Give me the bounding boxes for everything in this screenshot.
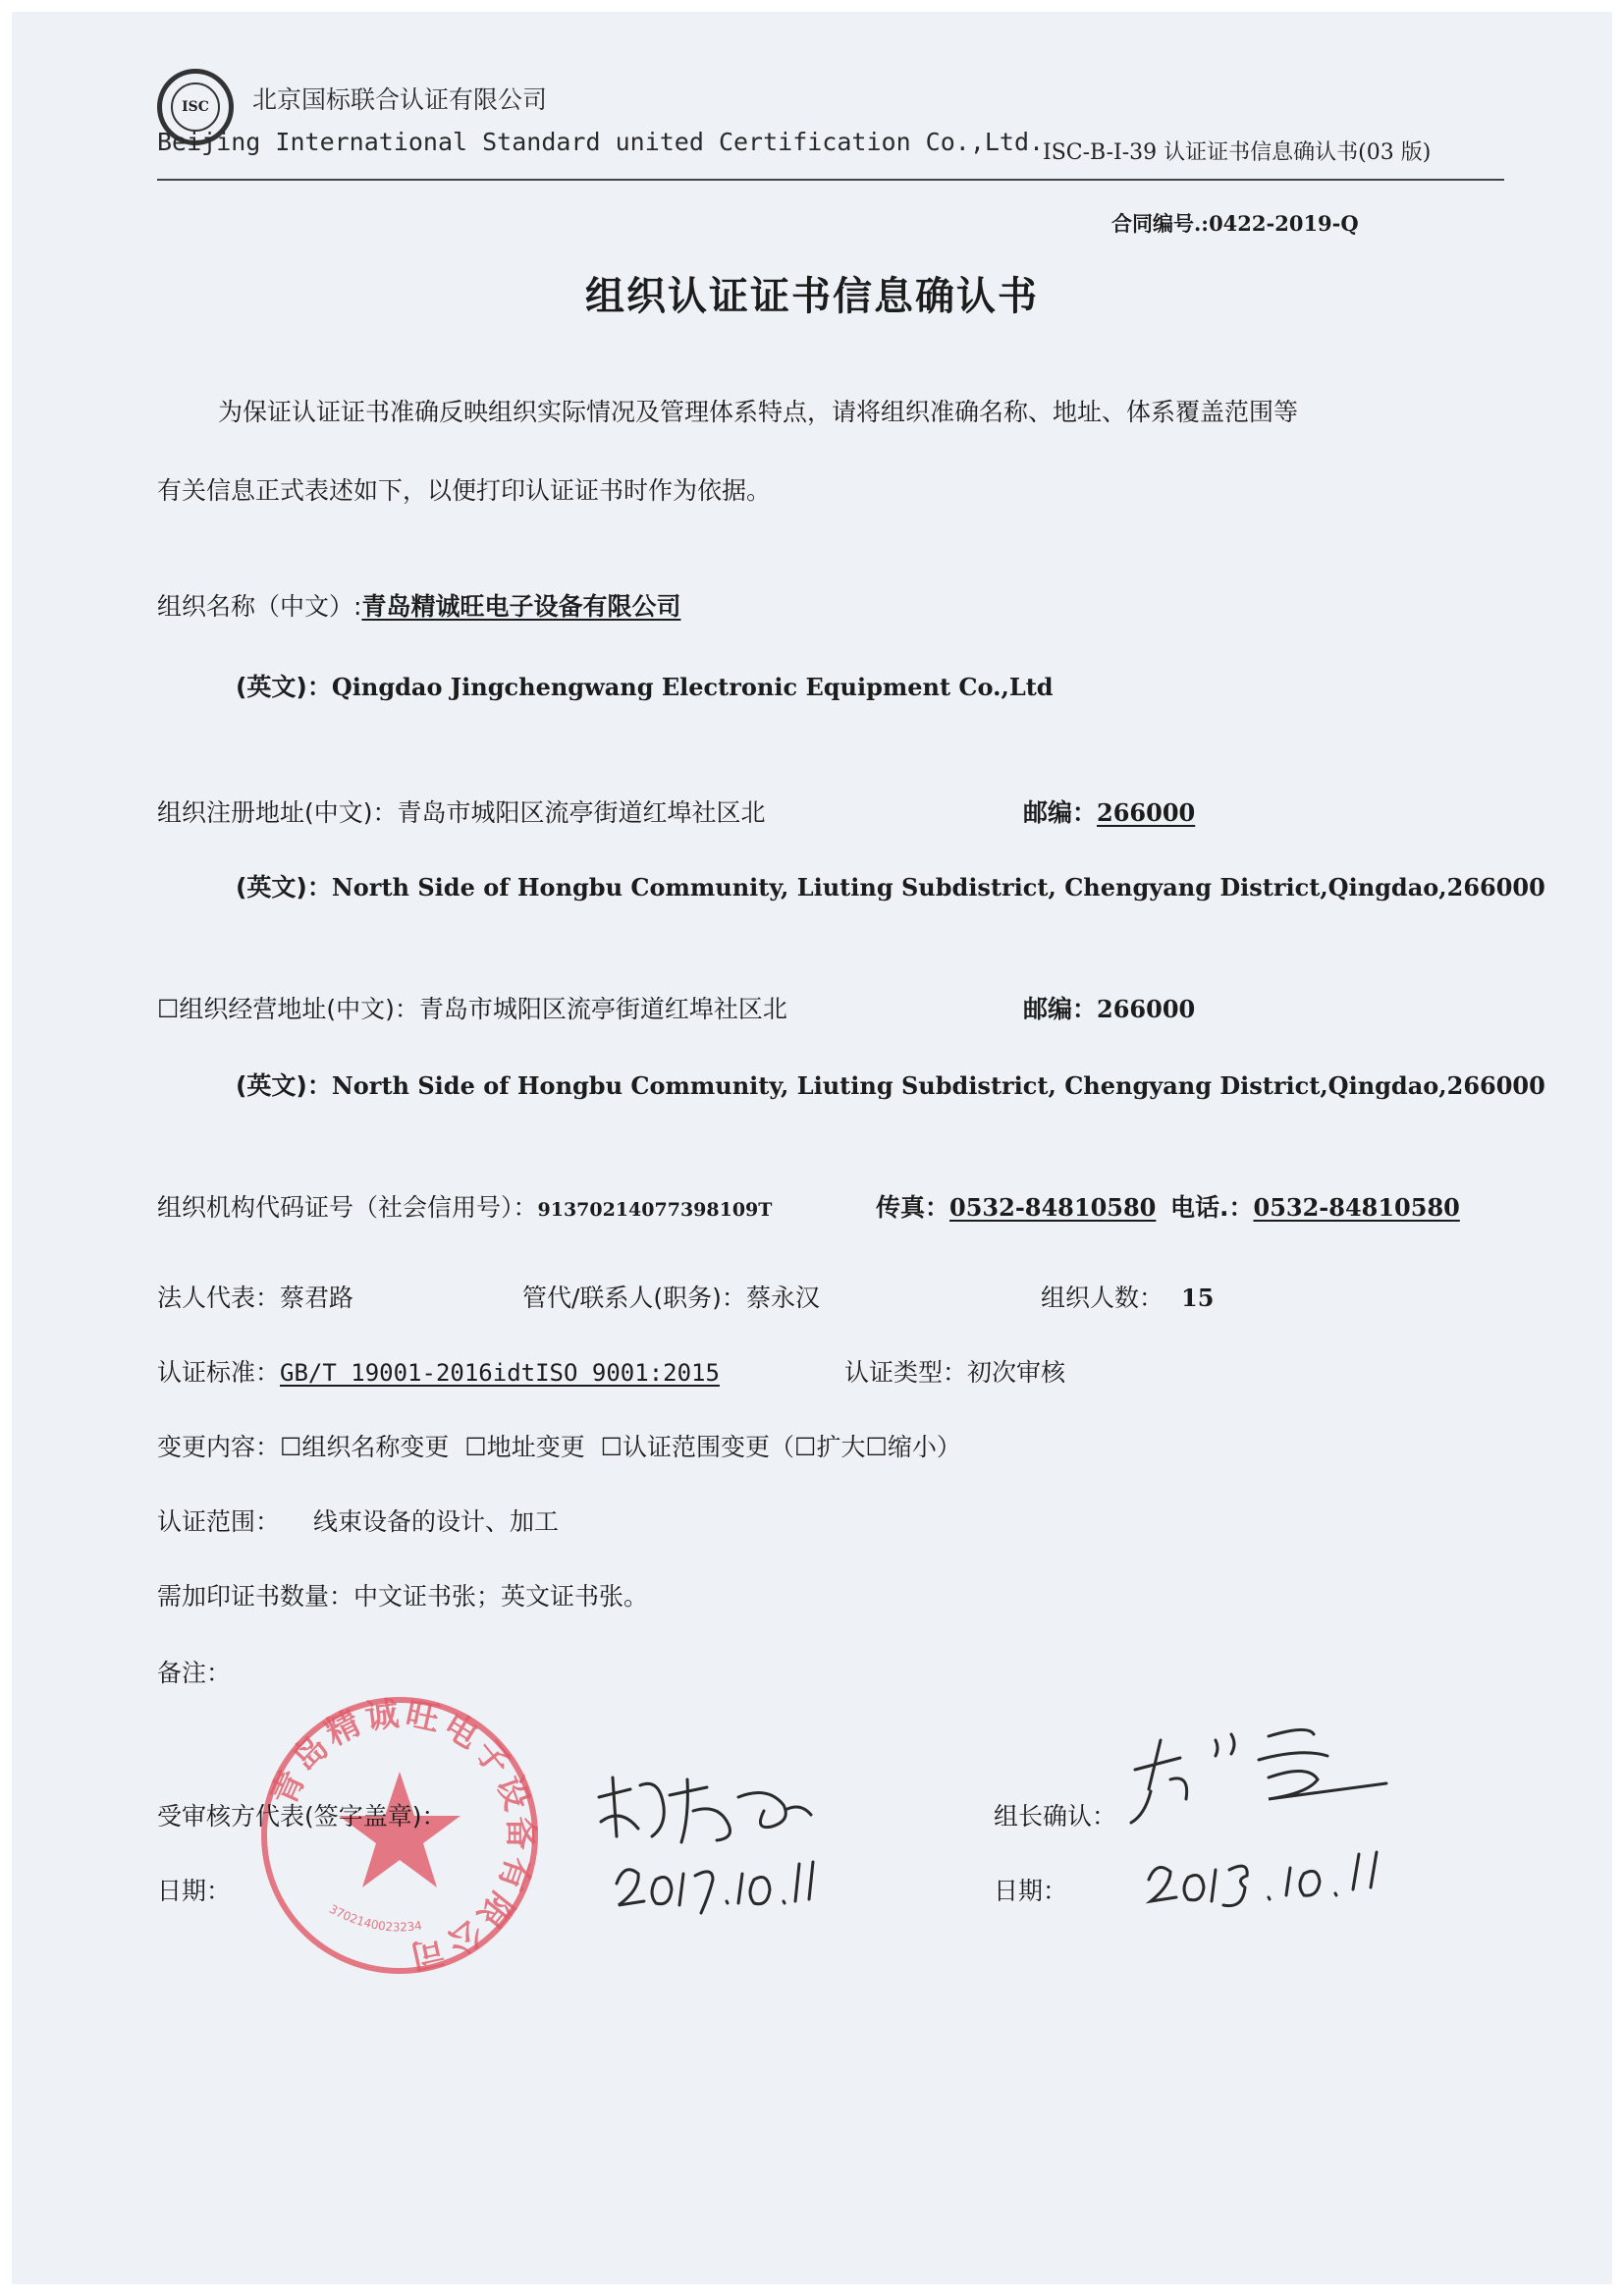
reg-postcode-value: 266000 bbox=[1097, 798, 1196, 827]
op-address-cn-value: 青岛市城阳区流亭街道红埠社区北 bbox=[418, 995, 787, 1023]
leader-date-handwritten bbox=[1141, 1840, 1435, 1919]
standard-value: GB/T 19001-2016idtISO 9001:2015 bbox=[280, 1359, 720, 1387]
codes-row bbox=[157, 1188, 772, 1224]
audit-type-value: 初次审核 bbox=[967, 1358, 1066, 1387]
company-seal bbox=[257, 1693, 542, 1978]
tel-label: 电话.： bbox=[1170, 1193, 1254, 1222]
audit-type-row bbox=[844, 1353, 1065, 1389]
fax-value: 0532-84810580 bbox=[949, 1193, 1157, 1222]
leader-confirm-label: 组长确认： bbox=[994, 1802, 1117, 1831]
logo-text: ISC bbox=[171, 82, 220, 132]
headcount-row bbox=[1041, 1279, 1214, 1314]
auditee-rep-label: 受审核方代表(签字盖章)： bbox=[157, 1802, 447, 1831]
org-name-cn-label: 组织名称（中文）: bbox=[157, 592, 362, 621]
contact-value: 蔡永汉 bbox=[745, 1284, 820, 1312]
intro-line-2: 有关信息正式表述如下，以便打印认证证书时作为依据。 bbox=[157, 476, 772, 505]
reg-address-cn-row bbox=[157, 793, 766, 829]
reg-address-en-value: North Side of Hongbu Community, Liuting Subdistrict, Chengyang District,Qingdao,266000 bbox=[331, 873, 1545, 902]
reg-address-cn-label: 组织注册地址(中文)： bbox=[157, 798, 398, 827]
org-code-value: 91370214077398109T bbox=[537, 1199, 773, 1221]
auditee-signature bbox=[591, 1768, 817, 1856]
standard-row bbox=[157, 1353, 720, 1389]
standard-label: 认证标准： bbox=[157, 1358, 281, 1387]
op-address-cn-label: ☐组织经营地址(中文)： bbox=[157, 995, 419, 1023]
audit-type-label: 认证类型： bbox=[844, 1358, 968, 1387]
seal-ring-text: 青岛精诚旺电子设备有限公司 bbox=[263, 1693, 541, 1977]
document-title: 组织认证证书信息确认书 bbox=[585, 274, 1039, 319]
seal-code-text: 3702140023234 bbox=[327, 1901, 423, 1935]
org-name-cn-row bbox=[157, 587, 680, 623]
headcount-label: 组织人数： bbox=[1041, 1284, 1164, 1312]
company-name-en: Beijing International Standard united Certification Co.,Ltd. bbox=[157, 128, 1045, 156]
reg-postcode-label: 邮编： bbox=[1023, 798, 1098, 827]
company-name-cn: 北京国标联合认证有限公司 bbox=[252, 85, 548, 114]
scope-value: 线束设备的设计、加工 bbox=[313, 1507, 560, 1536]
leader-signature bbox=[1121, 1721, 1416, 1829]
org-name-en-row bbox=[236, 668, 1054, 703]
op-address-cn-row bbox=[157, 990, 787, 1025]
org-name-en-label: (英文)： bbox=[236, 673, 332, 701]
org-code-label: 组织机构代码证号（社会信用号）： bbox=[157, 1193, 538, 1222]
reg-address-cn-value: 青岛市城阳区流亭街道红埠社区北 bbox=[397, 798, 766, 827]
op-address-en-label: (英文)： bbox=[236, 1071, 332, 1100]
op-postcode-value: 266000 bbox=[1097, 995, 1196, 1023]
legal-rep-value: 蔡君路 bbox=[280, 1284, 354, 1312]
org-name-cn-value: 青岛精诚旺电子设备有限公司 bbox=[361, 592, 681, 621]
auditee-date-handwritten bbox=[611, 1844, 856, 1923]
change-options: ☐组织名称变更 ☐地址变更 ☐认证范围变更（☐扩大☐缩小） bbox=[280, 1433, 961, 1461]
legal-rep-row bbox=[157, 1279, 353, 1314]
reg-address-en-label: (英文)： bbox=[236, 873, 332, 902]
fax-row bbox=[876, 1188, 1156, 1224]
scope-label: 认证范围： bbox=[157, 1507, 281, 1536]
intro-line-1: 为保证认证证书准确反映组织实际情况及管理体系特点，请将组织准确名称、地址、体系覆盖范围等 bbox=[218, 398, 1299, 426]
contact-label: 管代/联系人(职务)： bbox=[522, 1284, 746, 1312]
org-name-en-value: Qingdao Jingchengwang Electronic Equipment Co.,Ltd bbox=[331, 673, 1054, 701]
change-row bbox=[157, 1428, 961, 1463]
tel-value: 0532-84810580 bbox=[1253, 1193, 1460, 1222]
leader-date-label: 日期： bbox=[994, 1877, 1068, 1905]
op-address-en-value: North Side of Hongbu Community, Liuting Subdistrict, Chengyang District,Qingdao,266000 bbox=[331, 1071, 1545, 1100]
contact-row bbox=[522, 1279, 820, 1314]
document-page bbox=[12, 12, 1612, 2284]
legal-rep-label: 法人代表： bbox=[157, 1284, 281, 1312]
form-code: ISC-B-I-39 认证证书信息确认书(03 版) bbox=[1043, 140, 1432, 165]
reg-address-en-row bbox=[236, 868, 1545, 903]
copies-row: 需加印证书数量：中文证书张；英文证书张。 bbox=[157, 1582, 649, 1611]
contract-number: 合同编号.:0422-2019-Q bbox=[1111, 211, 1359, 236]
op-address-en-row bbox=[236, 1066, 1545, 1102]
auditee-date-label: 日期： bbox=[157, 1877, 232, 1905]
op-postcode-row bbox=[1023, 990, 1195, 1025]
headcount-value: 15 bbox=[1181, 1284, 1215, 1312]
reg-postcode-row bbox=[1023, 793, 1195, 829]
fax-label: 传真： bbox=[876, 1193, 950, 1222]
svg-text:3702140023234 bbox=[327, 1902, 422, 1935]
remarks-label: 备注： bbox=[157, 1659, 232, 1687]
header-divider bbox=[157, 179, 1504, 181]
op-postcode-label: 邮编： bbox=[1023, 995, 1098, 1023]
scope-row bbox=[157, 1503, 559, 1538]
tel-row bbox=[1170, 1188, 1460, 1224]
change-label: 变更内容： bbox=[157, 1433, 281, 1461]
